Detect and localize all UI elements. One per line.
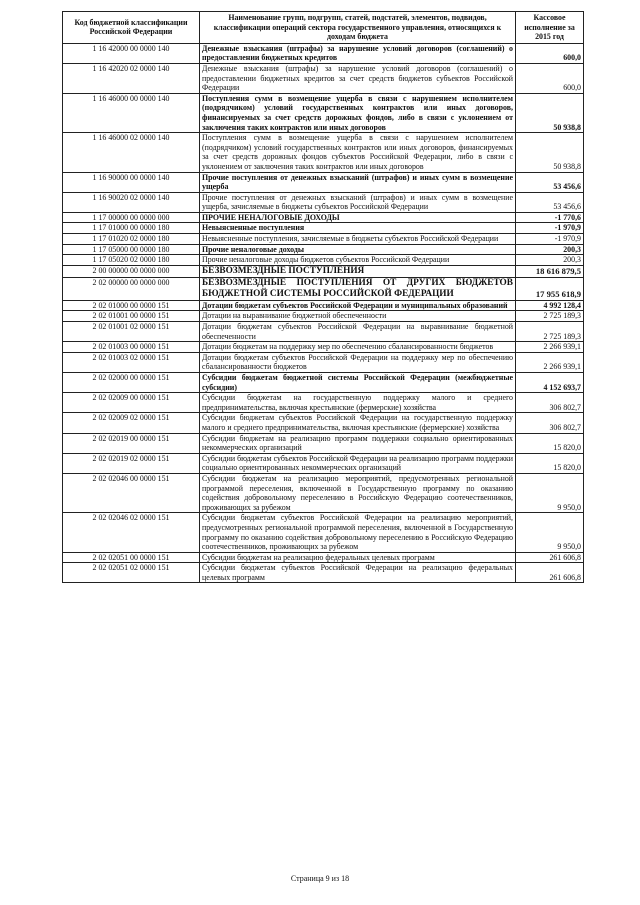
budget-revenue-table (62, 11, 584, 583)
item-name-cell: Денежные взыскания (штрафы) за нарушение условий договоров (соглашений) о предоставлении бюджетных кредитов (200, 43, 516, 63)
item-name-cell: Прочие поступления от денежных взысканий (штрафов) и иных сумм в возмещение ущерба (200, 172, 516, 192)
amount-cell: 50 938,8 (516, 93, 584, 132)
table-row (63, 172, 584, 192)
table-row (63, 513, 584, 552)
budget-code-cell: 1 17 01020 02 0000 180 (63, 234, 200, 245)
budget-code-cell: 1 16 42000 00 0000 140 (63, 43, 200, 63)
table-row (63, 133, 584, 172)
item-name-cell: Прочие неналоговые доходы бюджетов субъектов Российской Федерации (200, 255, 516, 266)
item-name-cell: Дотации бюджетам субъектов Российской Федерации на поддержку мер по обеспечению сбалансированности бюджетов (200, 352, 516, 372)
item-name-cell: Денежные взыскания (штрафы) за нарушение условий договоров (соглашений) о предоставлении бюджетных кредитов за счет средств бюджетов субъектов Российской Федерации (200, 63, 516, 93)
amount-cell: 261 606,8 (516, 563, 584, 583)
budget-code-cell: 2 02 02046 00 0000 151 (63, 473, 200, 512)
amount-cell: 50 938,8 (516, 133, 584, 172)
item-name-cell: Субсидии бюджетам на реализацию федеральных целевых программ (200, 552, 516, 563)
budget-code-cell: 2 02 02051 02 0000 151 (63, 563, 200, 583)
amount-cell: 9 950,0 (516, 513, 584, 552)
budget-code-cell: 1 17 01000 00 0000 180 (63, 223, 200, 234)
table-row (63, 373, 584, 393)
table-row (63, 212, 584, 223)
amount-cell: 261 606,8 (516, 552, 584, 563)
amount-cell: 15 820,0 (516, 433, 584, 453)
item-name-cell: Невыясненные поступления (200, 223, 516, 234)
item-name-cell: ПРОЧИЕ НЕНАЛОГОВЫЕ ДОХОДЫ (200, 212, 516, 223)
item-name-cell: Субсидии бюджетам на государственную поддержку малого и среднего предпринимательства, включая крестьянские (фермерские) хозяйства (200, 393, 516, 413)
table-row (63, 311, 584, 322)
table-header-row (63, 12, 584, 44)
table-row (63, 393, 584, 413)
budget-code-cell: 1 17 00000 00 0000 000 (63, 212, 200, 223)
table-row (63, 244, 584, 255)
item-name-cell: Прочие поступления от денежных взысканий (штрафов) и иных сумм в возмещение ущерба, зачисляемые в бюджеты субъектов Российской Федерации (200, 192, 516, 212)
table-row (63, 413, 584, 433)
amount-cell: -1 970,9 (516, 223, 584, 234)
item-name-cell: Субсидии бюджетам на реализацию программ поддержки социально ориентированных некоммерческих организаций (200, 433, 516, 453)
item-name-cell: Субсидии бюджетам бюджетной системы Российской Федерации (межбюджетные субсидии) (200, 373, 516, 393)
table-row (63, 277, 584, 300)
amount-cell: 4 992 128,4 (516, 300, 584, 311)
item-name-cell: Невыясненные поступления, зачисляемые в бюджеты субъектов Российской Федерации (200, 234, 516, 245)
table-row (63, 563, 584, 583)
budget-code-cell: 1 16 46000 00 0000 140 (63, 93, 200, 132)
table-row (63, 433, 584, 453)
table-row (63, 453, 584, 473)
budget-code-cell: 2 02 01003 02 0000 151 (63, 352, 200, 372)
item-name-cell: Субсидии бюджетам субъектов Российской Федерации на реализацию федеральных целевых программ (200, 563, 516, 583)
budget-code-cell: 2 02 01001 02 0000 151 (63, 322, 200, 342)
item-name-cell: Прочие неналоговые доходы (200, 244, 516, 255)
item-name-cell: БЕЗВОЗМЕЗДНЫЕ ПОСТУПЛЕНИЯ (200, 265, 516, 277)
amount-cell: 53 456,6 (516, 192, 584, 212)
budget-code-cell: 1 16 46000 02 0000 140 (63, 133, 200, 172)
amount-cell: 306 802,7 (516, 393, 584, 413)
header-name: Наименование групп, подгрупп, статей, подстатей, элементов, подвидов, классификации операций сектора государственного управления, относящихся к доходам бюджета (200, 12, 516, 44)
amount-cell: 200,3 (516, 244, 584, 255)
item-name-cell: Субсидии бюджетам на реализацию мероприятий, предусмотренных региональной программой переселения, включенной в Государственную программу по оказанию содействия добровольному переселению в Российскую Федерацию соотечественников, проживающих за рубежом (200, 473, 516, 512)
amount-cell: 600,0 (516, 63, 584, 93)
item-name-cell: Дотации бюджетам субъектов Российской Федерации на выравнивание бюджетной обеспеченности (200, 322, 516, 342)
budget-code-cell: 1 16 42020 02 0000 140 (63, 63, 200, 93)
page-number: Страница 9 из 18 (290, 874, 350, 883)
budget-code-cell: 2 02 02019 00 0000 151 (63, 433, 200, 453)
budget-code-cell: 2 02 01003 00 0000 151 (63, 342, 200, 353)
item-name-cell: Субсидии бюджетам субъектов Российской Федерации на государственную поддержку малого и среднего предпринимательства, включая крестьянские (фермерские) хозяйства (200, 413, 516, 433)
budget-code-cell: 2 02 01001 00 0000 151 (63, 311, 200, 322)
budget-code-cell: 2 02 00000 00 0000 000 (63, 277, 200, 300)
amount-cell: 17 955 618,9 (516, 277, 584, 300)
table-row (63, 63, 584, 93)
item-name-cell: Дотации на выравнивание бюджетной обеспеченности (200, 311, 516, 322)
table-row (63, 473, 584, 512)
amount-cell: -1 770,6 (516, 212, 584, 223)
budget-code-cell: 2 02 02046 02 0000 151 (63, 513, 200, 552)
amount-cell: 600,0 (516, 43, 584, 63)
table-row (63, 192, 584, 212)
budget-code-cell: 2 00 00000 00 0000 000 (63, 265, 200, 277)
table-body (63, 43, 584, 583)
header-code: Код бюджетной классификации Российской Федерации (63, 12, 200, 44)
amount-cell: 2 266 939,1 (516, 352, 584, 372)
amount-cell: 2 725 189,3 (516, 322, 584, 342)
amount-cell: -1 970,9 (516, 234, 584, 245)
amount-cell: 53 456,6 (516, 172, 584, 192)
table-row (63, 223, 584, 234)
item-name-cell: Субсидии бюджетам субъектов Российской Федерации на реализацию программ поддержки социально ориентированных некоммерческих организаций (200, 453, 516, 473)
budget-code-cell: 1 17 05000 00 0000 180 (63, 244, 200, 255)
amount-cell: 4 152 693,7 (516, 373, 584, 393)
item-name-cell: Дотации бюджетам на поддержку мер по обеспечению сбалансированности бюджетов (200, 342, 516, 353)
table-row (63, 93, 584, 132)
budget-code-cell: 1 16 90020 02 0000 140 (63, 192, 200, 212)
table-row (63, 300, 584, 311)
table-row (63, 234, 584, 245)
amount-cell: 18 616 879,5 (516, 265, 584, 277)
amount-cell: 9 950,0 (516, 473, 584, 512)
budget-code-cell: 1 17 05020 02 0000 180 (63, 255, 200, 266)
budget-code-cell: 2 02 01000 00 0000 151 (63, 300, 200, 311)
budget-code-cell: 1 16 90000 00 0000 140 (63, 172, 200, 192)
item-name-cell: Субсидии бюджетам субъектов Российской Федерации на реализацию мероприятий, предусмотренных региональной программой переселения, включенной в Государственную программу по оказанию содействия добровольному переселению в Российскую Федерацию соотечественников, проживающих за рубежом (200, 513, 516, 552)
amount-cell: 306 802,7 (516, 413, 584, 433)
budget-code-cell: 2 02 02009 00 0000 151 (63, 393, 200, 413)
item-name-cell: Дотации бюджетам субъектов Российской Федерации и муниципальных образований (200, 300, 516, 311)
amount-cell: 2 266 939,1 (516, 342, 584, 353)
budget-code-cell: 2 02 02000 00 0000 151 (63, 373, 200, 393)
amount-cell: 15 820,0 (516, 453, 584, 473)
table-row (63, 255, 584, 266)
header-amount: Кассовое исполнение за 2015 год (516, 12, 584, 44)
amount-cell: 200,3 (516, 255, 584, 266)
table-row (63, 342, 584, 353)
table-row (63, 265, 584, 277)
item-name-cell: БЕЗВОЗМЕЗДНЫЕ ПОСТУПЛЕНИЯ ОТ ДРУГИХ БЮДЖЕТОВ БЮДЖЕТНОЙ СИСТЕМЫ РОССИЙСКОЙ ФЕДЕРАЦИИ (200, 277, 516, 300)
table-row (63, 352, 584, 372)
budget-code-cell: 2 02 02051 00 0000 151 (63, 552, 200, 563)
budget-code-cell: 2 02 02009 02 0000 151 (63, 413, 200, 433)
item-name-cell: Поступления сумм в возмещение ущерба в связи с нарушением исполнителем (подрядчиком) условий государственных контрактов или иных договоров, финансируемых за счет средств дорожных фондов субъектов Российской Федерации, либо в связи с уклонением от заключения таких контрактов или иных договоров (200, 133, 516, 172)
item-name-cell: Поступления сумм в возмещение ущерба в связи с нарушением исполнителем (подрядчиком) условий государственных контрактов или иных договоров, финансируемых за счет средств дорожных фондов, либо в связи с уклонением от заключения таких контрактов или иных договоров (200, 93, 516, 132)
table-row (63, 552, 584, 563)
amount-cell: 2 725 189,3 (516, 311, 584, 322)
budget-code-cell: 2 02 02019 02 0000 151 (63, 453, 200, 473)
table-row (63, 322, 584, 342)
table-row (63, 43, 584, 63)
